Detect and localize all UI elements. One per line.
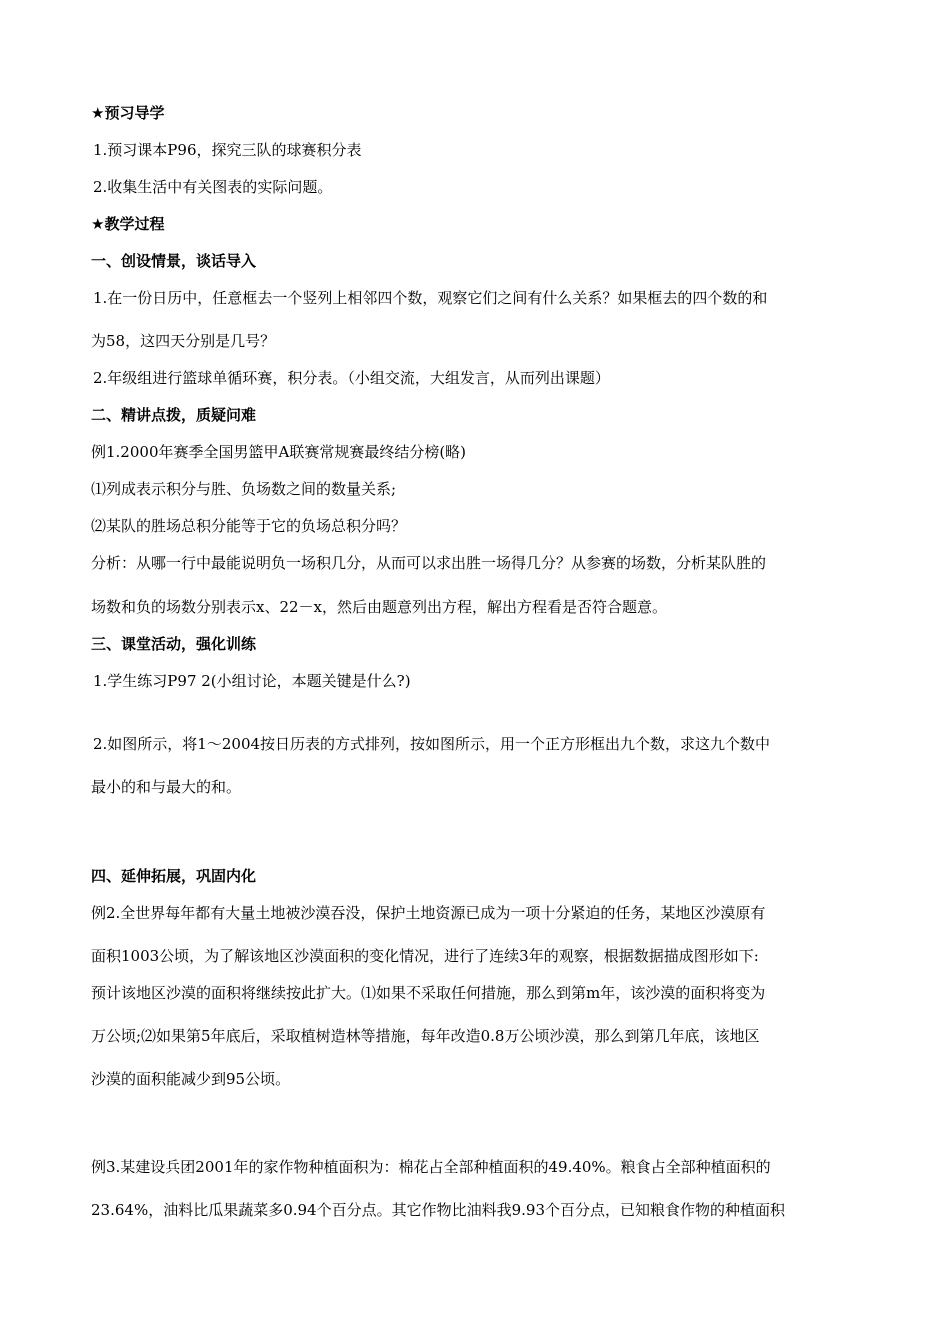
example2-line-2: 面积1003公顷，为了解该地区沙漠面积的变化情况，进行了连续3年的观察，根据数据描成图形如下: bbox=[91, 947, 759, 965]
part3-item-1: 1.学生练习P97 2(小组讨论，本题关键是什么?) bbox=[93, 672, 411, 690]
analysis-line-2: 场数和负的场数分别表示x、22－x，然后由题意列出方程，解出方程看是否符合题意。 bbox=[91, 598, 668, 616]
example2-line-5: 沙漠的面积能减少到95公顷。 bbox=[91, 1070, 291, 1088]
part4-heading: 四、延伸拓展，巩固内化 bbox=[91, 867, 257, 885]
part3-item-2-line2: 最小的和与最大的和。 bbox=[91, 778, 242, 796]
part1-item-1-line1: 1.在一份日历中，任意框去一个竖列上相邻四个数，观察它们之间有什么关系？如果框去的四个数的和 bbox=[93, 289, 768, 307]
analysis-line-1: 分析：从哪一行中最能说明负一场积几分，从而可以求出胜一场得几分？从参赛的场数，分析某队胜的 bbox=[91, 554, 767, 572]
part2-heading: 二、精讲点拨，质疑问难 bbox=[91, 406, 257, 424]
part1-item-1-line2: 为58，这四天分别是几号？ bbox=[91, 332, 276, 350]
part3-heading: 三、课堂活动，强化训练 bbox=[91, 635, 257, 653]
preview-item-2: 2.收集生活中有关图表的实际问题。 bbox=[93, 178, 333, 196]
part3-item-2-line1: 2.如图所示，将1～2004按日历表的方式排列，按如图所示，用一个正方形框出九个数，求这九个数中 bbox=[93, 735, 771, 753]
example1-title: 例1.2000年赛季全国男篮甲A联赛常规赛最终结分榜(略) bbox=[91, 443, 467, 461]
example3-line-2: 23.64%，油料比瓜果蔬菜多0.94个百分点。其它作物比油料我9.93个百分点，已知粮食作物的种植面积 bbox=[91, 1201, 785, 1219]
example2-line-1: 例2.全世界每年都有大量土地被沙漠吞没，保护土地资源已成为一项十分紧迫的任务，某地区沙漠原有 bbox=[91, 904, 766, 922]
preview-item-1: 1.预习课本P96，探究三队的球赛积分表 bbox=[93, 141, 362, 159]
part1-item-2: 2.年级组进行篮球单循环赛，积分表。（小组交流，大组发言，从而列出课题） bbox=[93, 369, 610, 387]
part1-heading: 一、创设情景，谈话导入 bbox=[91, 252, 257, 270]
preview-heading: ★预习导学 bbox=[91, 104, 165, 122]
process-heading: ★教学过程 bbox=[91, 215, 165, 233]
example1-question-2: ⑵某队的胜场总积分能等于它的负场总积分吗？ bbox=[91, 517, 407, 535]
example1-question-1: ⑴列成表示积分与胜、负场数之间的数量关系; bbox=[91, 480, 397, 498]
example3-line-1: 例3.某建设兵团2001年的家作物种植面积为：棉花占全部种植面积的49.40%。粮食占全部种植面积的 bbox=[91, 1158, 771, 1176]
example2-line-4: 万公顷;⑵如果第5年底后，采取植树造林等措施，每年改造0.8万公顷沙漠，那么到第几年底，该地区 bbox=[91, 1027, 760, 1045]
example2-line-3: 预计该地区沙漠的面积将继续按此扩大。⑴如果不采取任何措施，那么到第m年，该沙漠的面积将变为 bbox=[91, 984, 766, 1002]
